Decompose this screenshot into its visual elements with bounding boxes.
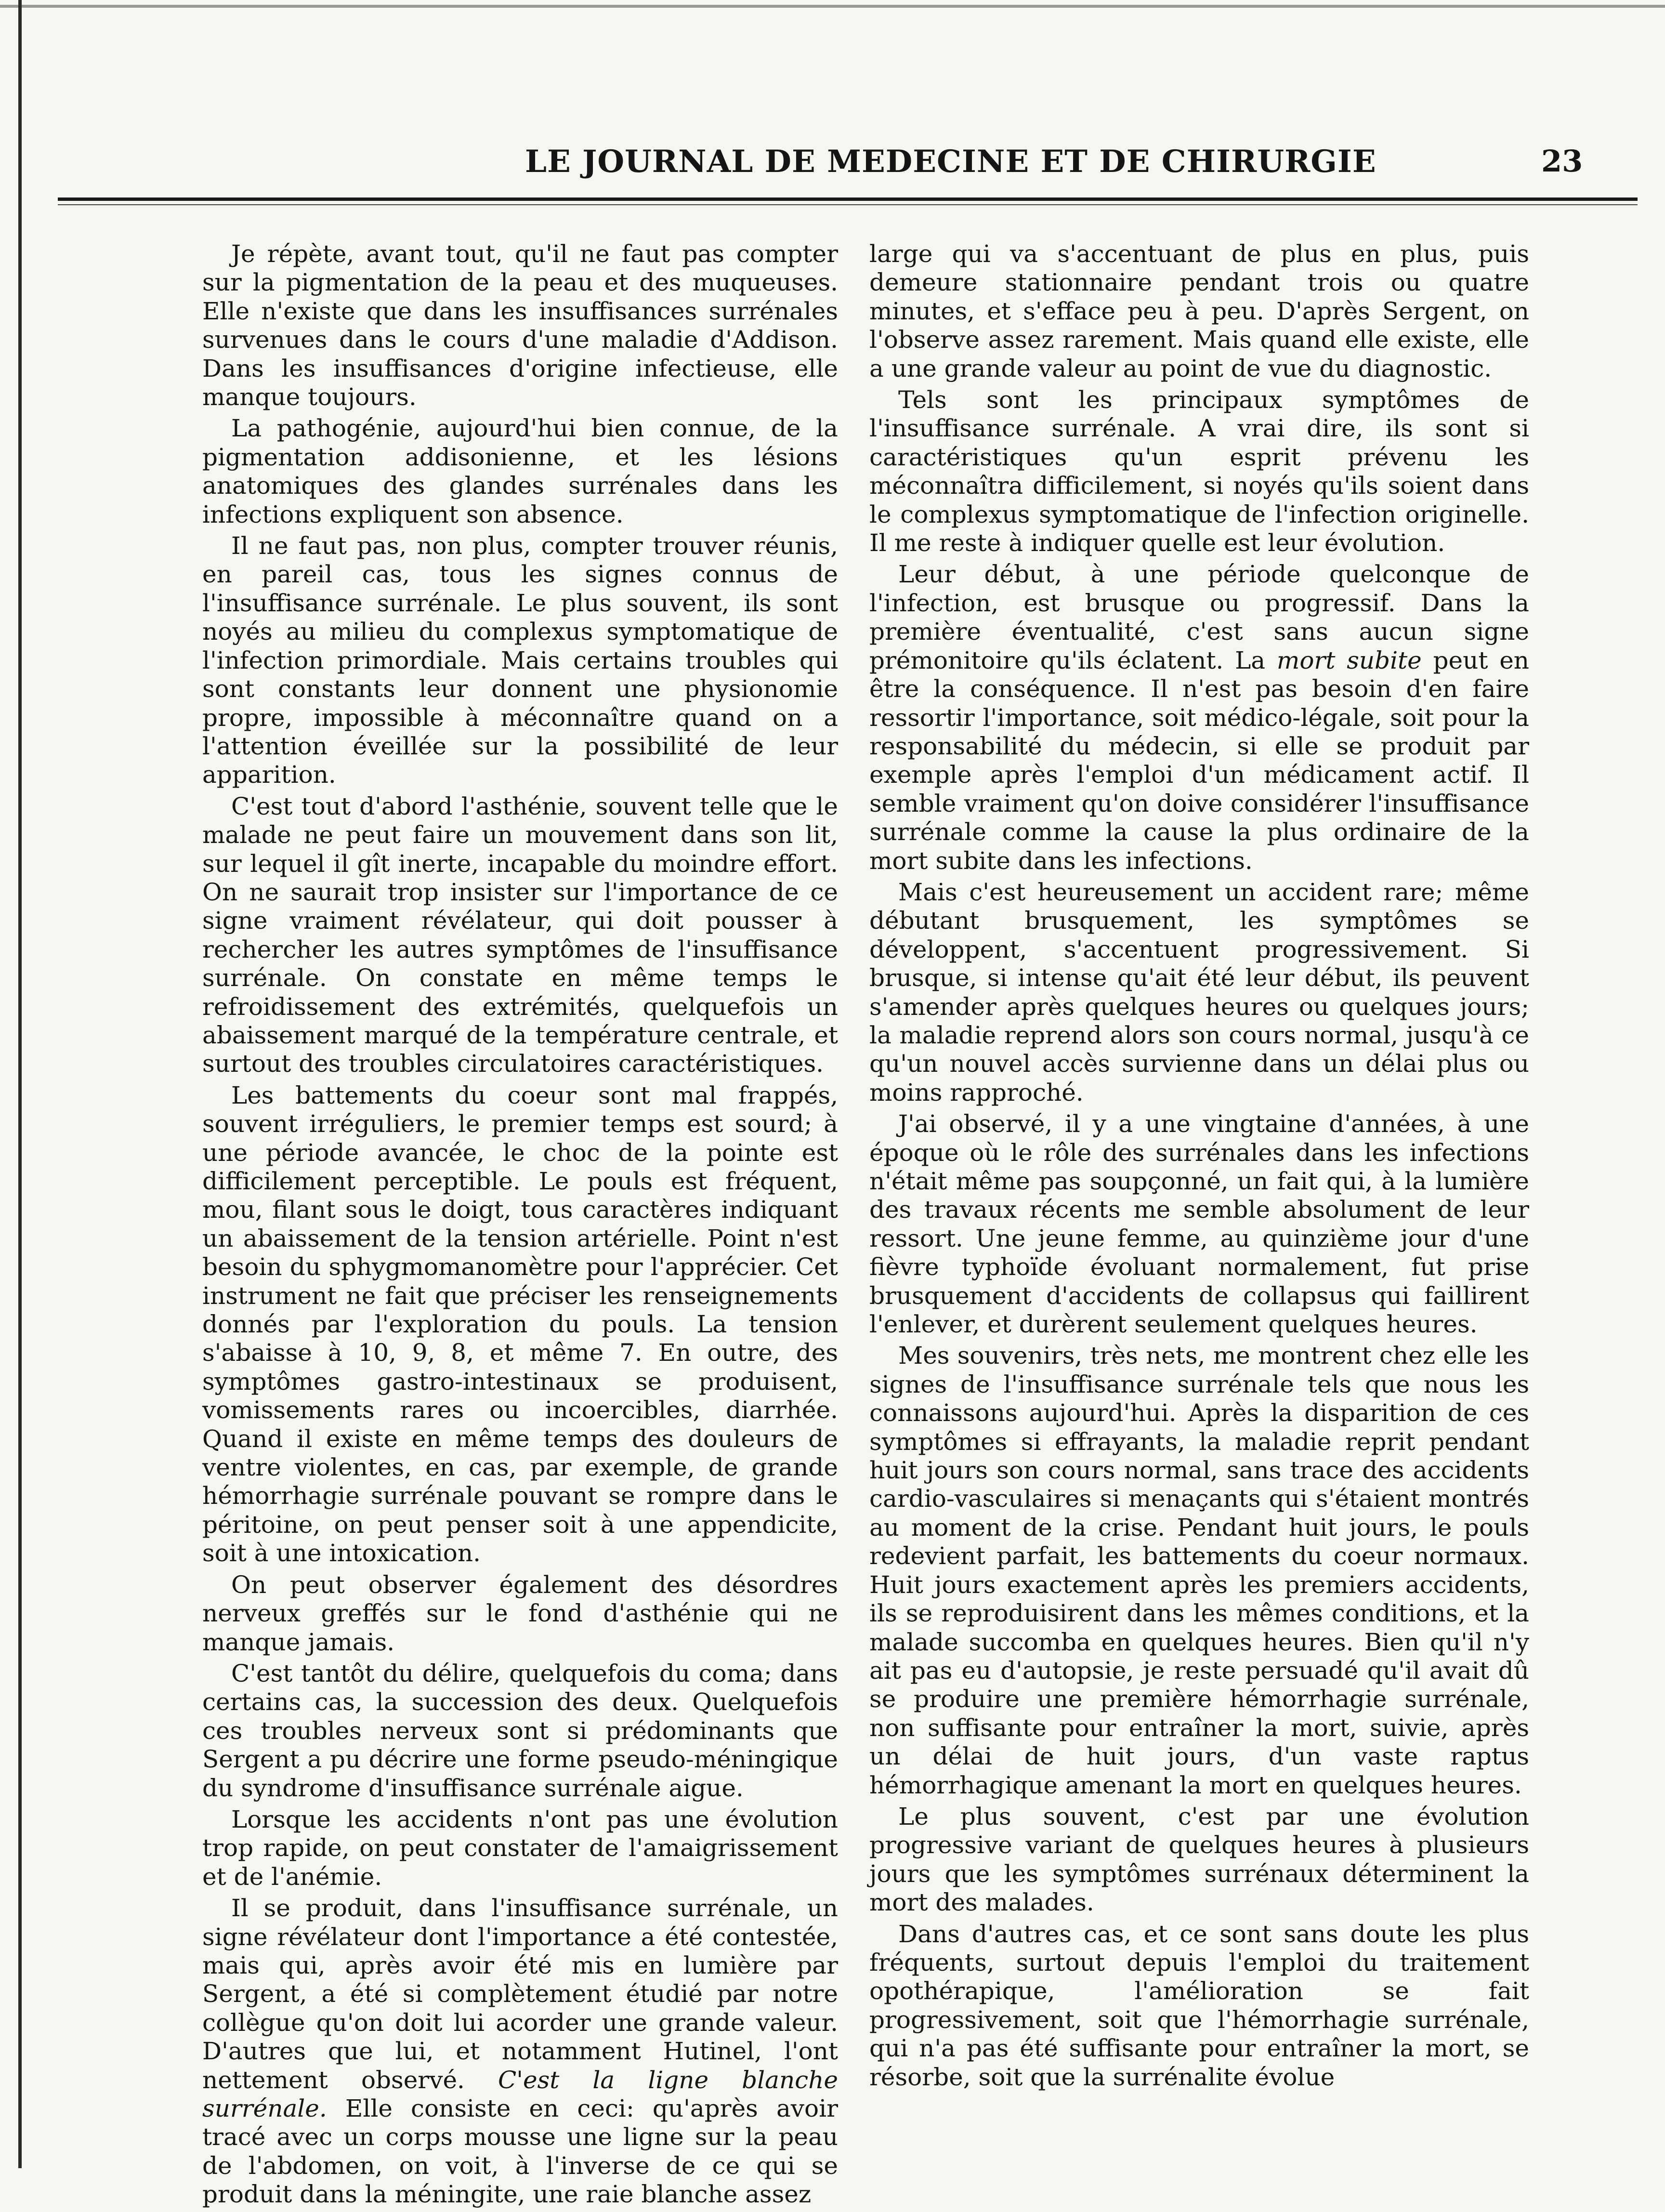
text-run: Leur début, à une période quelconque de l'infection, est brusque ou progressif. Dans la première éventualité, c'est sans aucun signe prémonitoire qu'ils éclatent. La xyxy=(869,560,1529,674)
text-run: Il se produit, dans l'insuffisance surrénale, un signe révélateur dont l'importance a été contestée, mais qui, après avoir été mis en lumière par Sergent, a été si complètement étudié par notre collègue qu'on doit lui acorder une grande valeur. D'autres que lui, et notamment Hutinel, l'ont nettement observé. xyxy=(202,1894,838,2094)
paragraph: La pathogénie, aujourd'hui bien connue, de la pigmentation addisonienne, et les lésions anatomiques des glandes surrénales dans les infections expliquent son absence. xyxy=(202,414,838,528)
right-column xyxy=(869,240,1529,2094)
paragraph: Lorsque les accidents n'ont pas une évolution trop rapide, on peut constater de l'amaigrissement et de l'anémie. xyxy=(202,1805,838,1891)
header-divider xyxy=(58,198,1638,201)
paragraph: Je répète, avant tout, qu'il ne faut pas compter sur la pigmentation de la peau et des muqueuses. Elle n'existe que dans les insuffisances surrénales survenues dans le cours d'une maladie d'Addison. Dans les insuffisances d'origine infectieuse, elle manque toujours. xyxy=(202,240,838,411)
journal-title: LE JOURNAL DE MEDECINE ET DE CHIRURGIE xyxy=(525,144,1377,180)
paragraph: Dans d'autres cas, et ce sont sans doute les plus fréquents, surtout depuis l'emploi du traitement opothérapique, l'amélioration se fait progressivement, soit que l'hémorrhagie surrénale, qui n'a pas été suffisante pour entraîner la mort, se résorbe, soit que la surrénalite évolue xyxy=(869,1920,1529,2091)
paragraph: J'ai observé, il y a une vingtaine d'années, à une époque où le rôle des surrénales dans les infections n'était même pas soupçonné, un fait qui, à la lumière des travaux récents me semble absolument de leur ressort. Une jeune femme, au quinzième jour d'une fièvre typhoïde évoluant normalement, fut prise brusquement d'accidents de collapsus qui faillirent l'enlever, et durèrent seulement quelques heures. xyxy=(869,1110,1529,1339)
paragraph-continued: large qui va s'accentuant de plus en plus, puis demeure stationnaire pendant trois ou quatre minutes, et s'efface peu à peu. D'après Sergent, on l'observe assez rarement. Mais quand elle existe, elle a une grande valeur au point de vue du diagnostic. xyxy=(869,240,1529,382)
paragraph-mort-subite xyxy=(869,560,1529,875)
paragraph: Le plus souvent, c'est par une évolution progressive variant de quelques heures à plusieurs jours que les symptômes surrénaux déterminent la mort des malades. xyxy=(869,1802,1529,1917)
italic-phrase: mort subite xyxy=(1276,646,1422,674)
text-run: Elle consiste en ceci: qu'après avoir tracé avec un corps mousse une ligne sur la peau de l'abdomen, on voit, à l'inverse de ce qui se produit dans la méningite, une raie blanche assez xyxy=(202,2094,838,2209)
paragraph: Il ne faut pas, non plus, compter trouver réunis, en pareil cas, tous les signes connus de l'insuffisance surrénale. Le plus souvent, ils sont noyés au milieu du complexus symptomatique de l'infection primordiale. Mais certains troubles qui sont constants leur donnent une physionomie propre, impossible à méconnaître quand on a l'attention éveillée sur la possibilité de leur apparition. xyxy=(202,532,838,789)
page-header xyxy=(58,140,1647,198)
italic-phrase: C'est la ligne blanche surrénale. xyxy=(202,2066,838,2122)
page-number: 23 xyxy=(1541,144,1583,179)
paragraph: Mais c'est heureusement un accident rare; même débutant brusquement, les symptômes se développent, s'accentuent progressivement. Si brusque, si intense qu'ait été leur début, ils peuvent s'amender après quelques heures ou quelques jours; la maladie reprend alors son cours normal, jusqu'à ce qu'un nouvel accès survienne dans un délai plus ou moins rapproché. xyxy=(869,878,1529,1106)
paragraph: On peut observer également des désordres nerveux greffés sur le fond d'asthénie qui ne manque jamais. xyxy=(202,1570,838,1656)
header-divider-thin xyxy=(58,204,1638,205)
paragraph: Les battements du coeur sont mal frappés, souvent irréguliers, le premier temps est sourd; à une période avancée, le choc de la pointe est difficilement perceptible. Le pouls est fréquent, mou, filant sous le doigt, tous caractères indiquant un abaissement de la tension artérielle. Point n'est besoin du sphygmomanomètre pour l'apprécier. Cet instrument ne fait que préciser les renseignements donnés par l'exploration du pouls. La tension s'abaisse à 10, 9, 8, et même 7. En outre, des symptômes gastro-intestinaux se produisent, vomissements rares ou incoercibles, diarrhée. Quand il existe en même temps des douleurs de ventre violentes, en cas, par exemple, de grande hémorrhagie surrénale pouvant se rompre dans le péritoine, on peut penser soit à une appendicite, soit à une intoxication. xyxy=(202,1081,838,1567)
text-run: peut en être la conséquence. Il n'est pas besoin d'en faire ressortir l'importance, soit médico-légale, soit pour la responsabilité du médecin, si elle se produit par exemple après l'emploi d'un médicament actif. Il semble vraiment qu'on doive considérer l'insuffisance surrénale comme la cause la plus ordinaire de la mort subite dans les infections. xyxy=(869,646,1530,875)
top-border-line xyxy=(0,5,1665,8)
paragraph: Tels sont les principaux symptômes de l'insuffisance surrénale. A vrai dire, ils sont si caractéristiques qu'un esprit prévenu les méconnaîtra difficilement, si noyés qu'ils soient dans le complexus symptomatique de l'infection originelle. Il me reste à indiquer quelle est leur évolution. xyxy=(869,386,1529,557)
paragraph: C'est tout d'abord l'asthénie, souvent telle que le malade ne peut faire un mouvement dans son lit, sur lequel il gît inerte, incapable du moindre effort. On ne saurait trop insister sur l'importance de ce signe vraiment révélateur, qui doit pousser à rechercher les autres symptômes de l'insuffisance surrénale. On constate en même temps le refroidissement des extrémités, quelquefois un abaissement marqué de la température centrale, et surtout des troubles circulatoires caractéristiques. xyxy=(202,792,838,1078)
paragraph-ligne-blanche xyxy=(202,1894,838,2209)
paragraph: C'est tantôt du délire, quelquefois du coma; dans certains cas, la succession des deux. Quelquefois ces troubles nerveux sont si prédominants que Sergent a pu décrire une forme pseudo-méningique du syndrome d'insuffisance surrénale aigue. xyxy=(202,1659,838,1802)
paragraph: Mes souvenirs, très nets, me montrent chez elle les signes de l'insuffisance surrénale tels que nous les connaissons aujourd'hui. Après la disparition de ces symptômes si effrayants, la maladie reprit pendant huit jours son cours normal, sans trace des accidents cardio-vasculaires si menaçants qui s'étaient montrés au moment de la crise. Pendant huit jours, le pouls redevient parfait, les battements du coeur normaux. Huit jours exactement après les premiers accidents, ils se reproduisirent dans les mêmes conditions, et la malade succomba en quelques heures. Bien qu'il n'y ait pas eu d'autopsie, je reste persuadé qu'il avait dû se produire une première hémorrhagie surrénale, non suffisante pour entraîner la mort, suivie, après un délai de huit jours, d'un vaste raptus hémorrhagique amenant la mort en quelques heures. xyxy=(869,1342,1529,1799)
left-column xyxy=(202,240,838,2212)
left-border-line xyxy=(18,0,22,2168)
